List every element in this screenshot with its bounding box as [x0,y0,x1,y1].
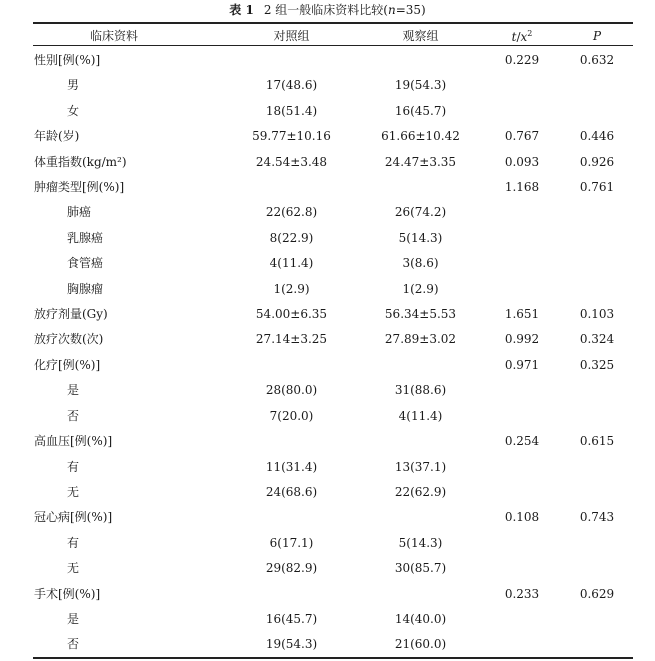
cell-observe: 3(8.6) [402,256,439,271]
caption-n-symbol: n [387,3,396,17]
cell-stat [483,200,561,225]
row-label: 否 [67,637,80,652]
cell-p-value [561,531,633,556]
table-row [33,353,633,378]
row-label: 冠心病[例(%)] [34,510,113,525]
cell-p-value: 0.325 [579,357,615,372]
row-label: 手术[例(%)] [34,586,101,601]
cell-p-value [561,480,633,505]
cell-p-value [561,277,633,302]
cell-control [225,175,358,200]
table-row [33,531,633,556]
cell-p-value: 0.632 [579,53,615,67]
table-row [33,277,633,302]
cell-stat: 0.767 [504,129,540,144]
cell-control: 6(17.1) [269,535,314,550]
cell-control [225,353,358,378]
cell-control: 4(11.4) [269,256,314,271]
cell-observe: 26(74.2) [394,205,447,220]
cell-observe: 27.89±3.02 [384,332,457,347]
cell-stat: 1.651 [504,307,540,322]
cell-control: 27.14±3.25 [255,332,328,347]
cell-p-value [561,200,633,225]
cell-observe: 1(2.9) [402,281,439,296]
cell-stat [483,632,561,657]
cell-stat: 0.093 [504,154,540,169]
cell-control: 54.00±6.35 [255,307,328,322]
header-row [33,23,633,48]
cell-p-value [561,73,633,98]
cell-stat: 0.992 [504,332,540,347]
cell-observe [358,353,483,378]
clinical-data-table [33,23,633,658]
table-caption [0,2,655,18]
table-body [33,48,633,658]
cell-p-value: 0.615 [579,434,615,449]
cell-control: 29(82.9) [265,561,318,576]
table-row [33,124,633,149]
table-row [33,378,633,403]
cell-control: 24.54±3.48 [255,154,328,169]
row-label: 有 [67,535,80,550]
cell-control [225,48,358,73]
cell-observe: 19(54.3) [394,78,447,93]
row-label: 肿瘤类型[例(%)] [34,180,125,195]
cell-p-value [561,226,633,251]
cell-p-value [561,455,633,480]
cell-observe: 24.47±3.35 [384,154,457,169]
cell-control [225,582,358,607]
row-label: 放疗剂量(Gy) [34,307,108,322]
caption-title-suffix: ) [421,3,426,17]
cell-stat [483,556,561,581]
table-row [33,251,633,276]
stat-separator: / [516,30,521,44]
table-row [33,73,633,98]
cell-observe: 30(85.7) [394,561,447,576]
cell-stat [483,73,561,98]
table-label: 表 1 [229,3,254,17]
cell-control: 11(31.4) [265,459,318,474]
table-row [33,582,633,607]
row-label: 无 [67,561,80,576]
table-row [33,556,633,581]
column-header-control: 对照组 [273,28,310,43]
row-label: 体重指数(kg/m²) [34,154,127,169]
table-row [33,327,633,352]
column-header-observe: 观察组 [402,28,439,43]
cell-control: 22(62.8) [265,205,318,220]
table-row [33,505,633,530]
cell-stat [483,378,561,403]
row-label: 男 [67,78,80,93]
table-row [33,200,633,225]
column-header-p [561,23,633,48]
row-label: 女 [67,103,80,118]
cell-observe: 14(40.0) [394,611,447,626]
row-label: 食管癌 [67,256,104,271]
cell-stat [483,455,561,480]
stat-superscript: 2 [527,29,533,38]
row-label: 高血压[例(%)] [34,434,113,449]
cell-observe: 13(37.1) [394,459,447,474]
row-label: 无 [67,484,80,499]
cell-control [225,429,358,454]
cell-p-value [561,404,633,429]
stat-x-symbol: x [520,30,528,44]
cell-p-value: 0.761 [579,180,615,195]
cell-control [225,505,358,530]
cell-observe: 31(88.6) [394,383,447,398]
cell-p-value [561,251,633,276]
row-label: 年龄(岁) [34,129,80,144]
cell-p-value: 0.926 [579,154,615,169]
table-row [33,455,633,480]
cell-control: 28(80.0) [265,383,318,398]
cell-p-value [561,632,633,657]
cell-observe [358,505,483,530]
cell-control: 59.77±10.16 [252,129,331,144]
row-label: 是 [67,611,80,626]
p-symbol: P [592,28,602,43]
cell-stat: 0.233 [504,586,540,601]
cell-observe: 5(14.3) [398,230,443,245]
caption-n-value: =35 [395,3,422,17]
cell-stat [483,607,561,632]
cell-observe: 21(60.0) [394,637,447,652]
row-label: 放疗次数(次) [34,332,104,347]
cell-observe: 22(62.9) [394,484,447,499]
cell-stat: 1.168 [504,180,540,195]
cell-observe: 16(45.7) [394,103,447,118]
cell-p-value [561,99,633,124]
cell-control: 19(54.3) [265,637,318,652]
table-row [33,150,633,175]
table-row [33,226,633,251]
table-row [33,480,633,505]
cell-observe: 4(11.4) [398,408,443,423]
cell-control: 18(51.4) [265,103,318,118]
cell-stat [483,404,561,429]
row-label: 化疗[例(%)] [34,357,101,372]
table-row [33,175,633,200]
cell-p-value: 0.103 [579,307,615,322]
cell-stat [483,531,561,556]
row-label: 性别[例(%)] [34,53,101,67]
cell-control: 7(20.0) [269,408,314,423]
cell-p-value: 0.324 [579,332,615,347]
row-label: 是 [67,383,80,398]
cell-control: 16(45.7) [265,611,318,626]
cell-control: 17(48.6) [265,78,318,93]
cell-p-value: 0.446 [579,129,615,144]
row-label: 胸腺瘤 [67,281,104,296]
table-row [33,429,633,454]
cell-control: 24(68.6) [265,484,318,499]
stat-t-symbol: t [511,30,517,44]
column-header-stat [483,23,561,48]
cell-p-value [561,378,633,403]
table-row [33,607,633,632]
cell-stat: 0.108 [504,510,540,525]
cell-control: 1(2.9) [273,281,310,296]
cell-p-value: 0.629 [579,586,615,601]
cell-p-value [561,607,633,632]
cell-control: 8(22.9) [269,230,314,245]
row-label: 否 [67,408,80,423]
cell-stat: 0.254 [504,434,540,449]
table-header [33,23,633,48]
cell-stat [483,480,561,505]
cell-observe [358,48,483,73]
cell-observe [358,429,483,454]
table-row [33,404,633,429]
cell-stat: 0.229 [504,53,540,67]
cell-observe: 5(14.3) [398,535,443,550]
cell-observe: 61.66±10.42 [381,129,460,144]
cell-observe [358,175,483,200]
table-row [33,99,633,124]
cell-observe [358,582,483,607]
table-row [33,302,633,327]
cell-stat [483,226,561,251]
row-label: 有 [67,459,80,474]
table-row [33,48,633,73]
table-row [33,632,633,657]
cell-p-value: 0.743 [579,510,615,525]
cell-stat [483,277,561,302]
row-label: 肺癌 [67,205,92,220]
cell-observe: 56.34±5.53 [384,307,457,322]
caption-title-prefix: 2 组一般临床资料比较( [263,3,388,17]
cell-stat: 0.971 [504,357,540,372]
cell-stat [483,251,561,276]
cell-stat [483,99,561,124]
column-header-item: 临床资料 [90,28,139,43]
cell-p-value [561,556,633,581]
row-label: 乳腺癌 [67,230,104,245]
